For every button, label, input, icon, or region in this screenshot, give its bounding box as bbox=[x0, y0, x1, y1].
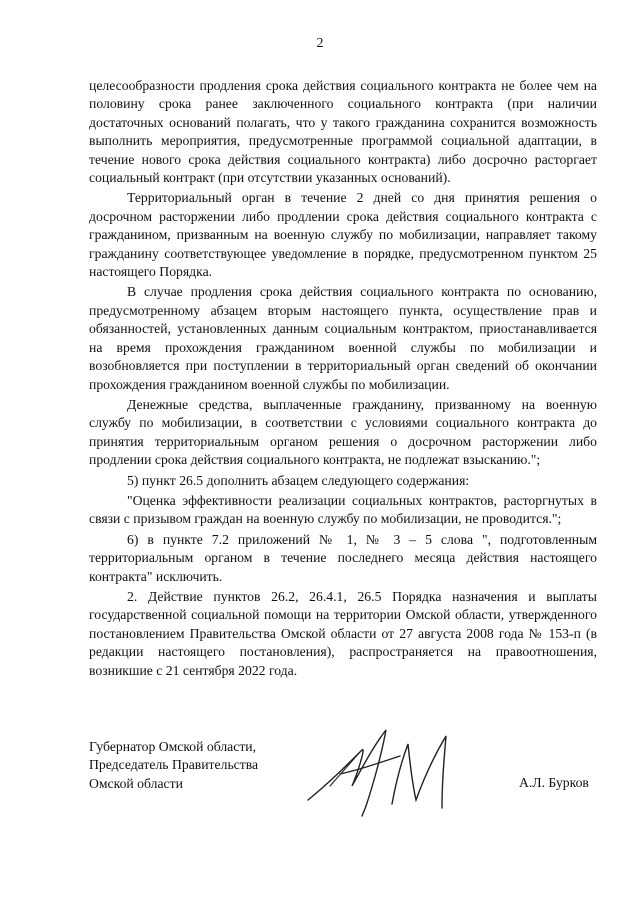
paragraph-continuation: целесообразности продления срока действия социального контракта не более чем на половину срока ранее заключенного социального контракта (при наличии достаточных оснований полагать, что у такого гражданина сохранится возможность выполнить мероприятия, предусмотренные программой социальной адаптации, в течение нового срока действия социального контракта) либо досрочно расторгает социальный контракт (при отсутствии указанных оснований). bbox=[89, 78, 597, 186]
signatory-line-2: Председатель Правительства bbox=[89, 757, 259, 773]
signatory-name: А.Л. Бурков bbox=[519, 775, 589, 790]
paragraph-notification: Территориальный орган в течение 2 дней со дня принятия решения о досрочном расторжении либо продлении срока действия социального контракта с гражданином, призванным на военную службу по мобилизации, направляет такому гражданину соответствующее уведомление в порядке, предусмотренном пунктом 25 настоящего Порядка. bbox=[89, 190, 597, 280]
paragraph-section-2: 2. Действие пунктов 26.2, 26.4.1, 26.5 Порядка назначения и выплаты государственной социальной помощи на территории Омской области, утвержденного постановлением Правительства Омской области от 27 августа 2008 года № 153-п (в редакции настоящего постановления), распространяется на правоотношения, возникшие с 21 сентября 2022 года. bbox=[89, 588, 597, 678]
signatory-line-1: Губернатор Омской области, bbox=[89, 739, 257, 754]
paragraph-evaluation: "Оценка эффективности реализации социальных контрактов, расторгнутых в связи с призывом граждан на военную службу по мобилизации, не проводится."; bbox=[89, 492, 597, 527]
signatory-title bbox=[89, 738, 258, 793]
signatory-line-3: Омской области bbox=[89, 775, 183, 791]
document-body bbox=[89, 77, 597, 682]
page-number: 2 bbox=[316, 36, 324, 51]
paragraph-item-6: 6) в пункте 7.2 приложений № 1, № 3 – 5 слова ", подготовленным территориальным органом в течение последнего месяца действия настоящего контракта" исключить. bbox=[89, 531, 597, 584]
paragraph-extension: В случае продления срока действия социального контракта по основанию, предусмотренному абзацем вторым настоящего пункта, осуществление прав и обязанностей, установленных данным социальным контрактом, приостанавливается на время прохождения гражданином военной службы по мобилизации и возобновляется при поступлении в территориальный орган сведений об окончании прохождения гражданином военной службы по мобилизации. bbox=[89, 284, 597, 392]
paragraph-funds: Денежные средства, выплаченные гражданину, призванному на военную службу по мобилизации, в соответствии с условиями социального контракта до принятия территориальным органом решения о досрочном расторжении либо продлении срока действия социального контракта, не подлежат взысканию."; bbox=[89, 396, 597, 468]
paragraph-item-5: 5) пункт 26.5 дополнить абзацем следующего содержания: bbox=[127, 472, 470, 488]
handwritten-signature bbox=[300, 712, 470, 832]
